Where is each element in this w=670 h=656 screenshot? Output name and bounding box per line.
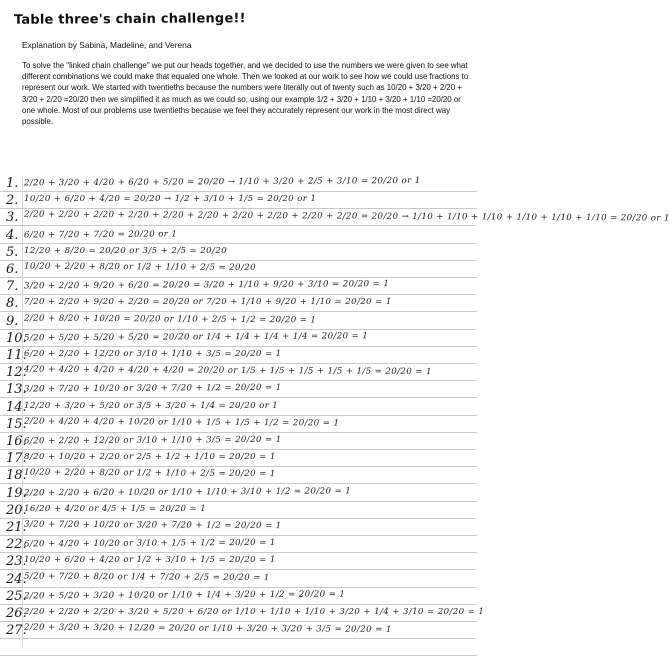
work-row: [0, 572, 477, 588]
work-row: [0, 314, 477, 330]
explanation-paragraph: To solve the "linked chain challenge" we put our heads together, and we decided to use the numbers we were given to see what different combinations we could make that equaled one whole. Then we looked at our work to see how we could use fractions to represent our work. We started with twentieths because the numbers were literally out of twenty such as 10/20 + 3/20 + 2/20 + 3/20 + 2/20 =20/20 then we simplified it as much as we could so, using our example 1/2 + 3/20 + 1/10 + 3/20 + 1/10 =20/20 or one whole. Most of our problems use twentieths because we feel they accurately represent our work in the most direct way possible.: [22, 61, 469, 127]
row-number: 8.: [6, 296, 19, 312]
work-row: [0, 434, 477, 450]
work-row: [0, 606, 485, 622]
work-row: [0, 365, 477, 381]
row-equation: 6/20 + 4/20 + 10/20 or 3/10 + 1/5 + 1/2 = 20/20 = 1: [23, 538, 276, 550]
row-equation: 5/20 + 5/20 + 5/20 + 5/20 = 20/20 or 1/4 + 1/4 + 1/4 + 1/4 = 20/20 = 1: [23, 331, 369, 344]
work-row: [0, 520, 477, 536]
work-row: [0, 193, 477, 209]
row-number: 25.: [6, 588, 27, 604]
row-equation: 2/20 + 2/20 + 6/20 + 10/20 or 1/10 + 1/10 + 3/10 + 1/2 = 20/20 = 1: [23, 485, 352, 498]
work-row: [0, 296, 477, 312]
work-row: [0, 537, 477, 553]
row-number: 23.: [6, 554, 27, 570]
work-row: [0, 451, 477, 467]
row-equation: 8/20 + 10/20 + 2/20 or 2/5 + 1/2 + 1/10 = 20/20 = 1: [24, 452, 276, 463]
byline: Explanation by Sabina, Madeline, and Verena: [22, 40, 192, 50]
work-row: [0, 176, 477, 192]
row-number: 24.: [6, 571, 27, 587]
row-number: 18.: [6, 468, 27, 484]
row-equation: 10/20 + 6/20 + 4/20 or 1/2 + 3/10 + 1/5 = 20/20 = 1: [24, 555, 276, 566]
work-row: [0, 210, 670, 226]
work-row: [0, 554, 477, 570]
row-equation: 10/20 + 2/20 + 8/20 or 1/2 + 1/10 + 2/5 = 20/20: [23, 261, 256, 274]
row-equation: 4/20 + 4/20 + 4/20 + 4/20 + 4/20 = 20/20 or 1/5 + 1/5 + 1/5 + 1/5 + 1/5 = 20/20 = 1: [23, 364, 432, 378]
row-equation: 12/20 + 3/20 + 5/20 or 3/5 + 3/20 + 1/4 = 20/20 or 1: [24, 400, 279, 411]
work-row: [0, 348, 477, 364]
row-number: 21.: [6, 520, 27, 535]
handwritten-work-area: [0, 175, 670, 647]
row-number: 20.: [6, 502, 27, 518]
row-equation: 3/20 + 7/20 + 10/20 or 3/20 + 7/20 + 1/2 = 20/20 = 1: [23, 383, 282, 395]
work-row: [0, 228, 477, 244]
work-row: [0, 503, 477, 519]
row-equation: 2/20 + 4/20 + 4/20 + 10/20 or 1/10 + 1/5 + 1/5 + 1/2 = 20/20 = 1: [23, 416, 340, 429]
row-number: 10.: [6, 330, 27, 346]
row-equation: 2/20 + 2/20 + 2/20 + 2/20 + 2/20 + 2/20 + 2/20 + 2/20 + 2/20 + 2/20 = 20/20 → 1/10 + 1/10 + 1/10 + 1/10 + 1/10 + 1/10 = 20/20 or 1: [23, 210, 670, 224]
work-row: [0, 589, 477, 605]
row-equation: 10/20 + 6/20 + 4/20 = 20/20 → 1/2 + 3/10 + 1/5 = 20/20 or 1: [24, 194, 317, 205]
row-equation: 2/20 + 3/20 + 3/20 + 12/20 = 20/20 or 1/10 + 3/20 + 3/20 + 3/5 = 20/20 = 1: [23, 622, 392, 636]
work-row: [0, 262, 477, 278]
work-row: [0, 486, 477, 502]
row-equation: 3/20 + 2/20 + 9/20 + 6/20 = 20/20 = 3/20 + 1/10 + 9/20 + 3/10 = 20/20 = 1: [23, 279, 390, 292]
row-equation: 12/20 + 8/20 = 20/20 or 3/5 + 2/5 = 20/20: [24, 245, 228, 256]
row-number: 27.: [6, 623, 27, 639]
row-number: 15.: [6, 416, 27, 432]
row-equation: 2/20 + 8/20 + 10/20 = 20/20 or 1/10 + 2/5 + 1/2 = 20/20 = 1: [23, 313, 317, 326]
row-number: 2.: [6, 193, 19, 209]
row-equation: 6/20 + 2/20 + 12/20 or 3/10 + 1/10 + 3/5 = 20/20 = 1: [24, 349, 282, 359]
row-number: 11.: [6, 348, 27, 363]
work-row: [0, 623, 477, 639]
work-row: [0, 400, 477, 416]
row-number: 6.: [6, 262, 19, 277]
row-number: 17.: [6, 451, 27, 467]
row-equation: 7/20 + 2/20 + 9/20 + 2/20 = 20/20 or 7/20 + 1/10 + 9/20 + 1/10 = 20/20 = 1: [24, 297, 392, 308]
row-number: 5.: [6, 244, 19, 260]
row-number: 9.: [6, 313, 19, 329]
work-row: [0, 279, 477, 295]
row-number: 26.: [6, 606, 27, 621]
row-equation: 10/20 + 2/20 + 8/20 or 1/2 + 1/10 + 2/5 = 20/20 = 1: [23, 468, 276, 480]
row-equation: 6/20 + 2/20 + 12/20 or 3/10 + 1/10 + 3/5 = 20/20 = 1: [23, 434, 282, 447]
row-number: 14.: [6, 399, 27, 415]
work-row: [0, 417, 477, 433]
row-number: 4.: [6, 227, 19, 243]
work-row: [0, 245, 477, 261]
row-equation: 6/20 + 7/20 + 7/20 = 20/20 or 1: [23, 229, 178, 240]
row-number: 1.: [6, 176, 19, 191]
row-number: 19.: [6, 485, 27, 501]
page-title: Table three's chain challenge!!: [13, 11, 246, 28]
row-number: 12.: [6, 365, 27, 381]
row-number: 22.: [6, 537, 27, 553]
row-number: 16.: [6, 434, 27, 449]
row-equation: 16/20 + 4/20 or 4/5 + 1/5 = 20/20 = 1: [24, 503, 207, 514]
row-equation: 5/20 + 7/20 + 8/20 or 1/4 + 7/20 + 2/5 = 20/20 = 1: [23, 571, 270, 583]
row-equation: 2/20 + 5/20 + 3/20 + 10/20 or 1/10 + 1/4 + 3/20 + 1/2 = 20/20 = 1: [23, 589, 346, 602]
work-row: [0, 331, 477, 347]
row-equation: 2/20 + 2/20 + 2/20 + 3/20 + 5/20 + 6/20 or 1/10 + 1/10 + 1/10 + 3/20 + 1/4 + 3/10 = 20/20 = 1: [24, 607, 485, 617]
row-equation: 3/20 + 7/20 + 10/20 or 3/20 + 7/20 + 1/2 = 20/20 = 1: [23, 519, 282, 532]
row-number: 13.: [6, 382, 27, 398]
row-number: 7.: [6, 279, 19, 295]
work-row: [0, 468, 477, 484]
row-number: 3.: [6, 210, 19, 226]
row-equation: 2/20 + 3/20 + 4/20 + 6/20 + 5/20 = 20/20 → 1/10 + 3/20 + 2/5 + 3/10 = 20/20 or 1: [23, 175, 421, 189]
work-row: [0, 382, 477, 398]
